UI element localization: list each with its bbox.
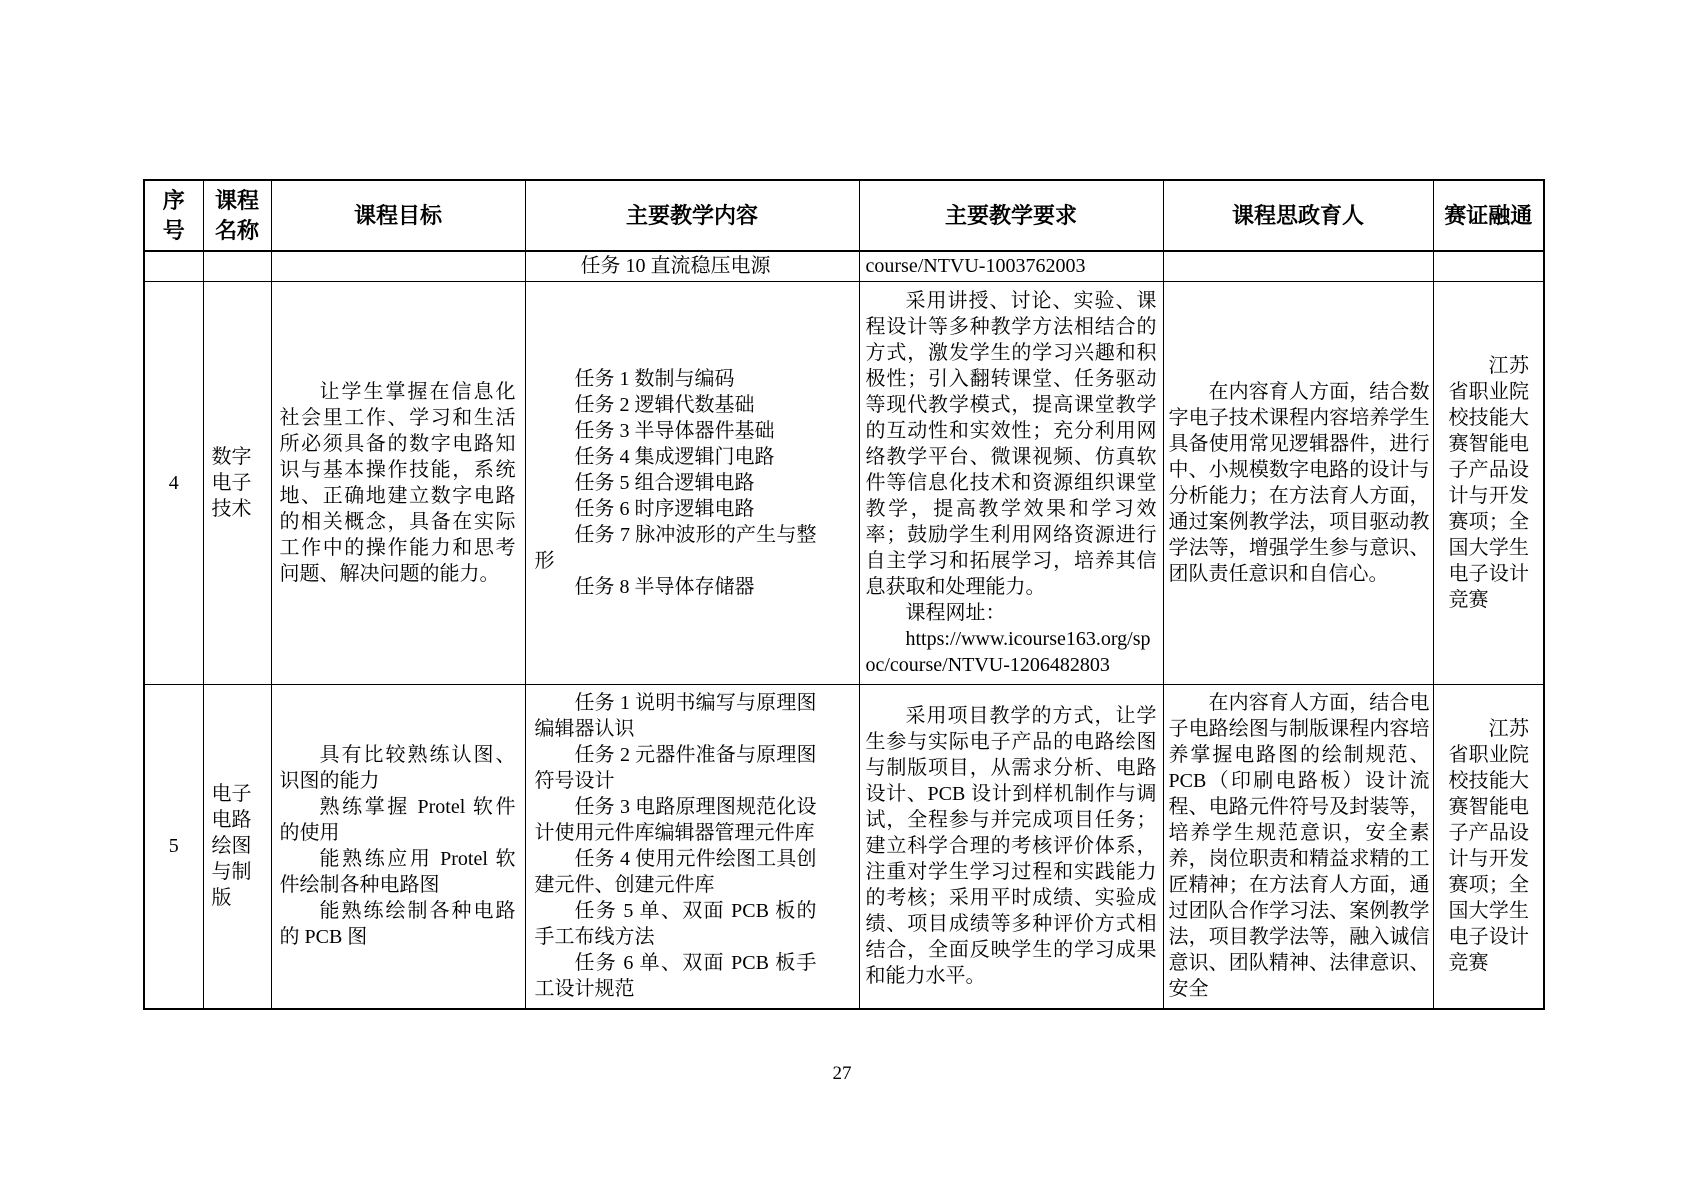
- table-row-course-5: [144, 684, 1544, 1009]
- task-item: 任务 1 说明书编写与原理图编辑器认识: [534, 692, 817, 741]
- cell-empty: [144, 251, 203, 281]
- task-item: 任务 8 半导体存储器: [574, 575, 755, 598]
- task-item: 任务 2 元器件准备与原理图符号设计: [534, 744, 817, 793]
- col-header-course-objectives: 课程目标: [271, 180, 525, 251]
- cell-carryover-content: [525, 251, 859, 281]
- objective-paragraph: 能熟练绘制各种电路的 PCB 图: [279, 900, 516, 949]
- competition-paragraph: 江苏省职业院校技能大赛智能电子产品设计与开发赛项；全国大学生电子设计竞赛: [1448, 718, 1529, 975]
- col-header-competition-certificate: 赛证融通: [1433, 180, 1544, 251]
- objective-paragraph: 熟练掌握 Protel 软件的使用: [279, 796, 516, 845]
- cell-teaching-content: [525, 684, 859, 1009]
- task-item: 任务 2 逻辑代数基础: [574, 393, 755, 416]
- task-item: 任务 6 单、双面 PCB 板手工设计规范: [534, 952, 817, 1001]
- cell-teaching-requirements: [859, 684, 1163, 1009]
- requirement-paragraph: 采用项目教学的方式，让学生参与实际电子产品的电路绘图与制版项目，从需求分析、电路设计、PCB 设计到样机制作与调试，全程参与并完成项目任务；建立科学合理的考核评价体系，注重对学生学习过程和实践能力的考核；采用平时成绩、实验成绩、项目成绩等多种评价方式相结合，全面反映学生的学习成果和能力水平。: [865, 705, 1157, 988]
- col-header-teaching-content: 主要教学内容: [525, 180, 859, 251]
- objective-paragraph: 让学生掌握在信息化社会里工作、学习和生活所必须具备的数字电路知识与基本操作技能，系统地、正确地建立数字电路的相关概念，具备在实际工作中的操作能力和思考问题、解决问题的能力。: [279, 380, 516, 585]
- cell-course-name: 数字电子技术: [203, 281, 271, 684]
- page-number: 27: [832, 1063, 852, 1084]
- cell-competition-certificate: [1433, 684, 1544, 1009]
- cell-empty: [271, 251, 525, 281]
- competition-paragraph: 江苏省职业院校技能大赛智能电子产品设计与开发赛项；全国大学生电子设计竞赛: [1448, 354, 1529, 611]
- cell-course-objectives: [271, 281, 525, 684]
- table-header-row: [144, 180, 1544, 251]
- course-url: https://www.icourse163.org/spoc/course/NTVU-1206482803: [865, 627, 1151, 676]
- task-item: 任务 6 时序逻辑电路: [574, 497, 755, 520]
- cell-ideology-education: [1163, 684, 1433, 1009]
- col-header-course-name: 课程名称: [203, 180, 271, 251]
- cell-teaching-requirements: [859, 281, 1163, 684]
- cell-ideology-education: [1163, 281, 1433, 684]
- course-url-fragment: course/NTVU-1003762003: [865, 255, 1086, 278]
- task-item: 任务 5 组合逻辑电路: [574, 471, 755, 494]
- objective-paragraph: 能熟练应用 Protel 软件绘制各种电路图: [279, 848, 516, 897]
- task-item: 任务 1 数制与编码: [574, 367, 735, 390]
- col-header-ideology-education: 课程思政育人: [1163, 180, 1433, 251]
- task-item: 任务 3 电路原理图规范化设计使用元件库编辑器管理元件库: [534, 796, 817, 845]
- cell-empty: [1433, 251, 1544, 281]
- task-item: 任务 3 半导体器件基础: [574, 419, 775, 442]
- course-url-label: 课程网址：: [905, 601, 1006, 624]
- task-item: 任务 4 集成逻辑门电路: [574, 445, 775, 468]
- table-row-course-4: [144, 281, 1544, 684]
- course-plan-table: [143, 179, 1545, 1010]
- col-header-teaching-requirements: 主要教学要求: [859, 180, 1163, 251]
- task-item: 任务 10 直流稳压电源: [580, 255, 771, 278]
- cell-carryover-requirements: [859, 251, 1163, 281]
- cell-teaching-content: [525, 281, 859, 684]
- cell-course-objectives: [271, 684, 525, 1009]
- carryover-row: [144, 251, 1544, 281]
- cell-empty: [203, 251, 271, 281]
- task-item: 任务 7 脉冲波形的产生与整形: [534, 523, 817, 572]
- cell-empty: [1163, 251, 1433, 281]
- ideology-paragraph: 在内容育人方面，结合数字电子技术课程内容培养学生具备使用常见逻辑器件，进行中、小规模数字电路的设计与分析能力；在方法育人方面，通过案例教学法，项目驱动教学法等，增强学生参与意识、团队责任意识和自信心。: [1168, 380, 1430, 585]
- col-header-serial-no: 序号: [144, 180, 203, 251]
- task-item: 任务 4 使用元件绘图工具创建元件、创建元件库: [534, 848, 817, 897]
- cell-serial-no: 5: [144, 684, 203, 1009]
- task-item: 任务 5 单、双面 PCB 板的手工布线方法: [534, 900, 817, 949]
- ideology-paragraph: 在内容育人方面，结合电子电路绘图与制版课程内容培养掌握电路图的绘制规范、PCB（印刷电路板）设计流程、电路元件符号及封装等，培养学生规范意识，安全素养，岗位职责和精益求精的工匠精神；在方法育人方面，通过团队合作学习法、案例教学法，项目教学法等，融入诚信意识、团队精神、法律意识、安全: [1168, 692, 1430, 1001]
- requirement-paragraph: 采用讲授、讨论、实验、课程设计等多种教学方法相结合的方式，激发学生的学习兴趣和积极性；引入翻转课堂、任务驱动等现代教学模式，提高课堂教学的互动性和实效性；充分利用网络教学平台、微课视频、仿真软件等信息化技术和资源组织课堂教学，提高教学效果和学习效率；鼓励学生利用网络资源进行自主学习和拓展学习，培养其信息获取和处理能力。: [865, 289, 1157, 598]
- cell-competition-certificate: [1433, 281, 1544, 684]
- cell-course-name: 电子电路绘图与制版: [203, 684, 271, 1009]
- objective-paragraph: 具有比较熟练认图、识图的能力: [279, 744, 516, 793]
- cell-serial-no: 4: [144, 281, 203, 684]
